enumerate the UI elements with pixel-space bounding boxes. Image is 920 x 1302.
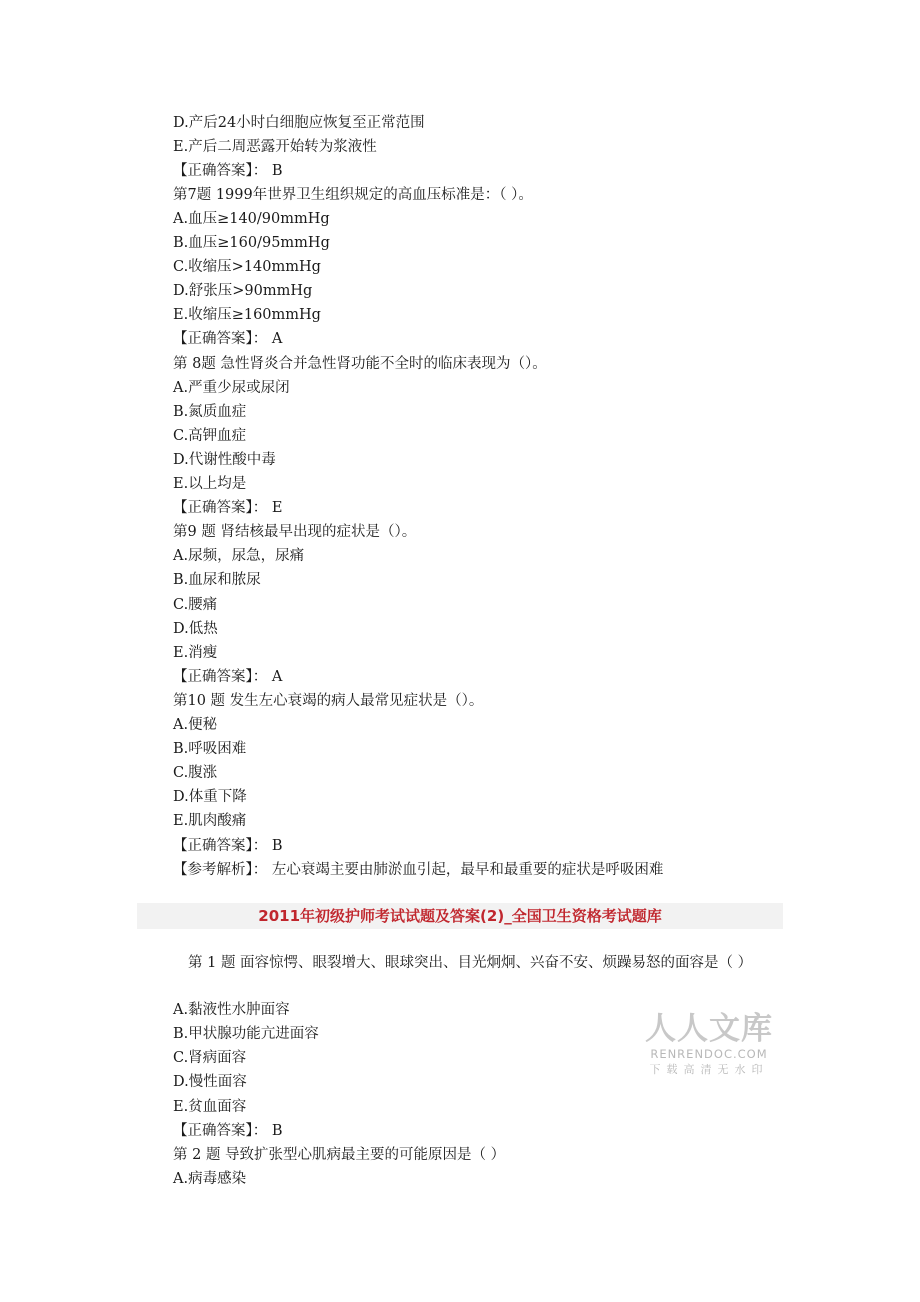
option-line: B.血尿和脓尿 [173,572,261,588]
option-line: C.高钾血症 [173,428,247,444]
watermark-url: RENRENDOC.COM [650,1047,768,1061]
watermark-subtitle: 下载高清无水印 [649,1063,769,1076]
option-line: C.肾病面容 [173,1050,247,1066]
option-line: A.血压≥140/90mmHg [173,211,330,227]
watermark-title: 人人文库 [645,1011,773,1047]
text-line: D.产后24小时白细胞应恢复至正常范围 [173,115,425,131]
question-line: 第7题 1999年世界卫生组织规定的高血压标准是：（ ）。 [173,187,533,203]
question-line: 第 8题 急性肾炎合并急性肾功能不全时的临床表现为（）。 [173,356,547,372]
option-line: A.病毒感染 [173,1171,247,1187]
option-line: D.低热 [173,621,218,637]
question-line: 第9 题 肾结核最早出现的症状是（）。 [173,524,417,540]
answer-line: 【正确答案】： B [173,1123,283,1139]
watermark-logo [640,1012,778,1078]
answer-line: 【正确答案】： A [173,331,283,347]
text-line: E.产后二周恶露开始转为浆液性 [173,139,377,155]
answer-line: 【正确答案】： A [173,669,283,685]
answer-line: 【正确答案】： B [173,163,283,179]
option-line: D.代谢性酸中毒 [173,452,276,468]
explanation-line: 【参考解析】： 左心衰竭主要由肺淤血引起，最早和最重要的症状是呼吸困难 [173,862,664,878]
option-line: B.呼吸困难 [173,741,247,757]
option-line: A.严重少尿或尿闭 [173,380,290,396]
option-line: B.氮质血症 [173,404,247,420]
option-line: E.收缩压≥160mmHg [173,307,321,323]
option-line: B.甲状腺功能亢进面容 [173,1026,319,1042]
option-line: A.便秘 [173,717,218,733]
option-line: E.以上均是 [173,476,247,492]
option-line: E.消瘦 [173,645,218,661]
option-line: A.尿频，尿急，尿痛 [173,548,305,564]
option-line: C.腹涨 [173,765,218,781]
answer-line: 【正确答案】： B [173,838,283,854]
question-line: 第10 题 发生左心衰竭的病人最常见症状是（）。 [173,693,484,709]
option-line: B.血压≥160/95mmHg [173,235,330,251]
option-line: D.舒张压>90mmHg [173,283,313,299]
option-line: E.肌肉酸痛 [173,813,247,829]
option-line: D.慢性面容 [173,1074,247,1090]
option-line: A.黏液性水肿面容 [173,1002,290,1018]
option-line: C.腰痛 [173,597,218,613]
option-line: D.体重下降 [173,789,247,805]
option-line: E.贫血面容 [173,1099,247,1115]
section-title-banner: 2011年初级护师考试试题及答案(2)_全国卫生资格考试题库 [137,903,783,929]
question-line: 第 1 题 面容惊愕、眼裂增大、眼球突出、目光炯炯、兴奋不安、烦躁易怒的面容是（ ） [188,955,753,971]
answer-line: 【正确答案】： E [173,500,283,516]
option-line: C.收缩压>140mmHg [173,259,321,275]
question-line: 第 2 题 导致扩张型心肌病最主要的可能原因是（ ） [173,1147,506,1163]
